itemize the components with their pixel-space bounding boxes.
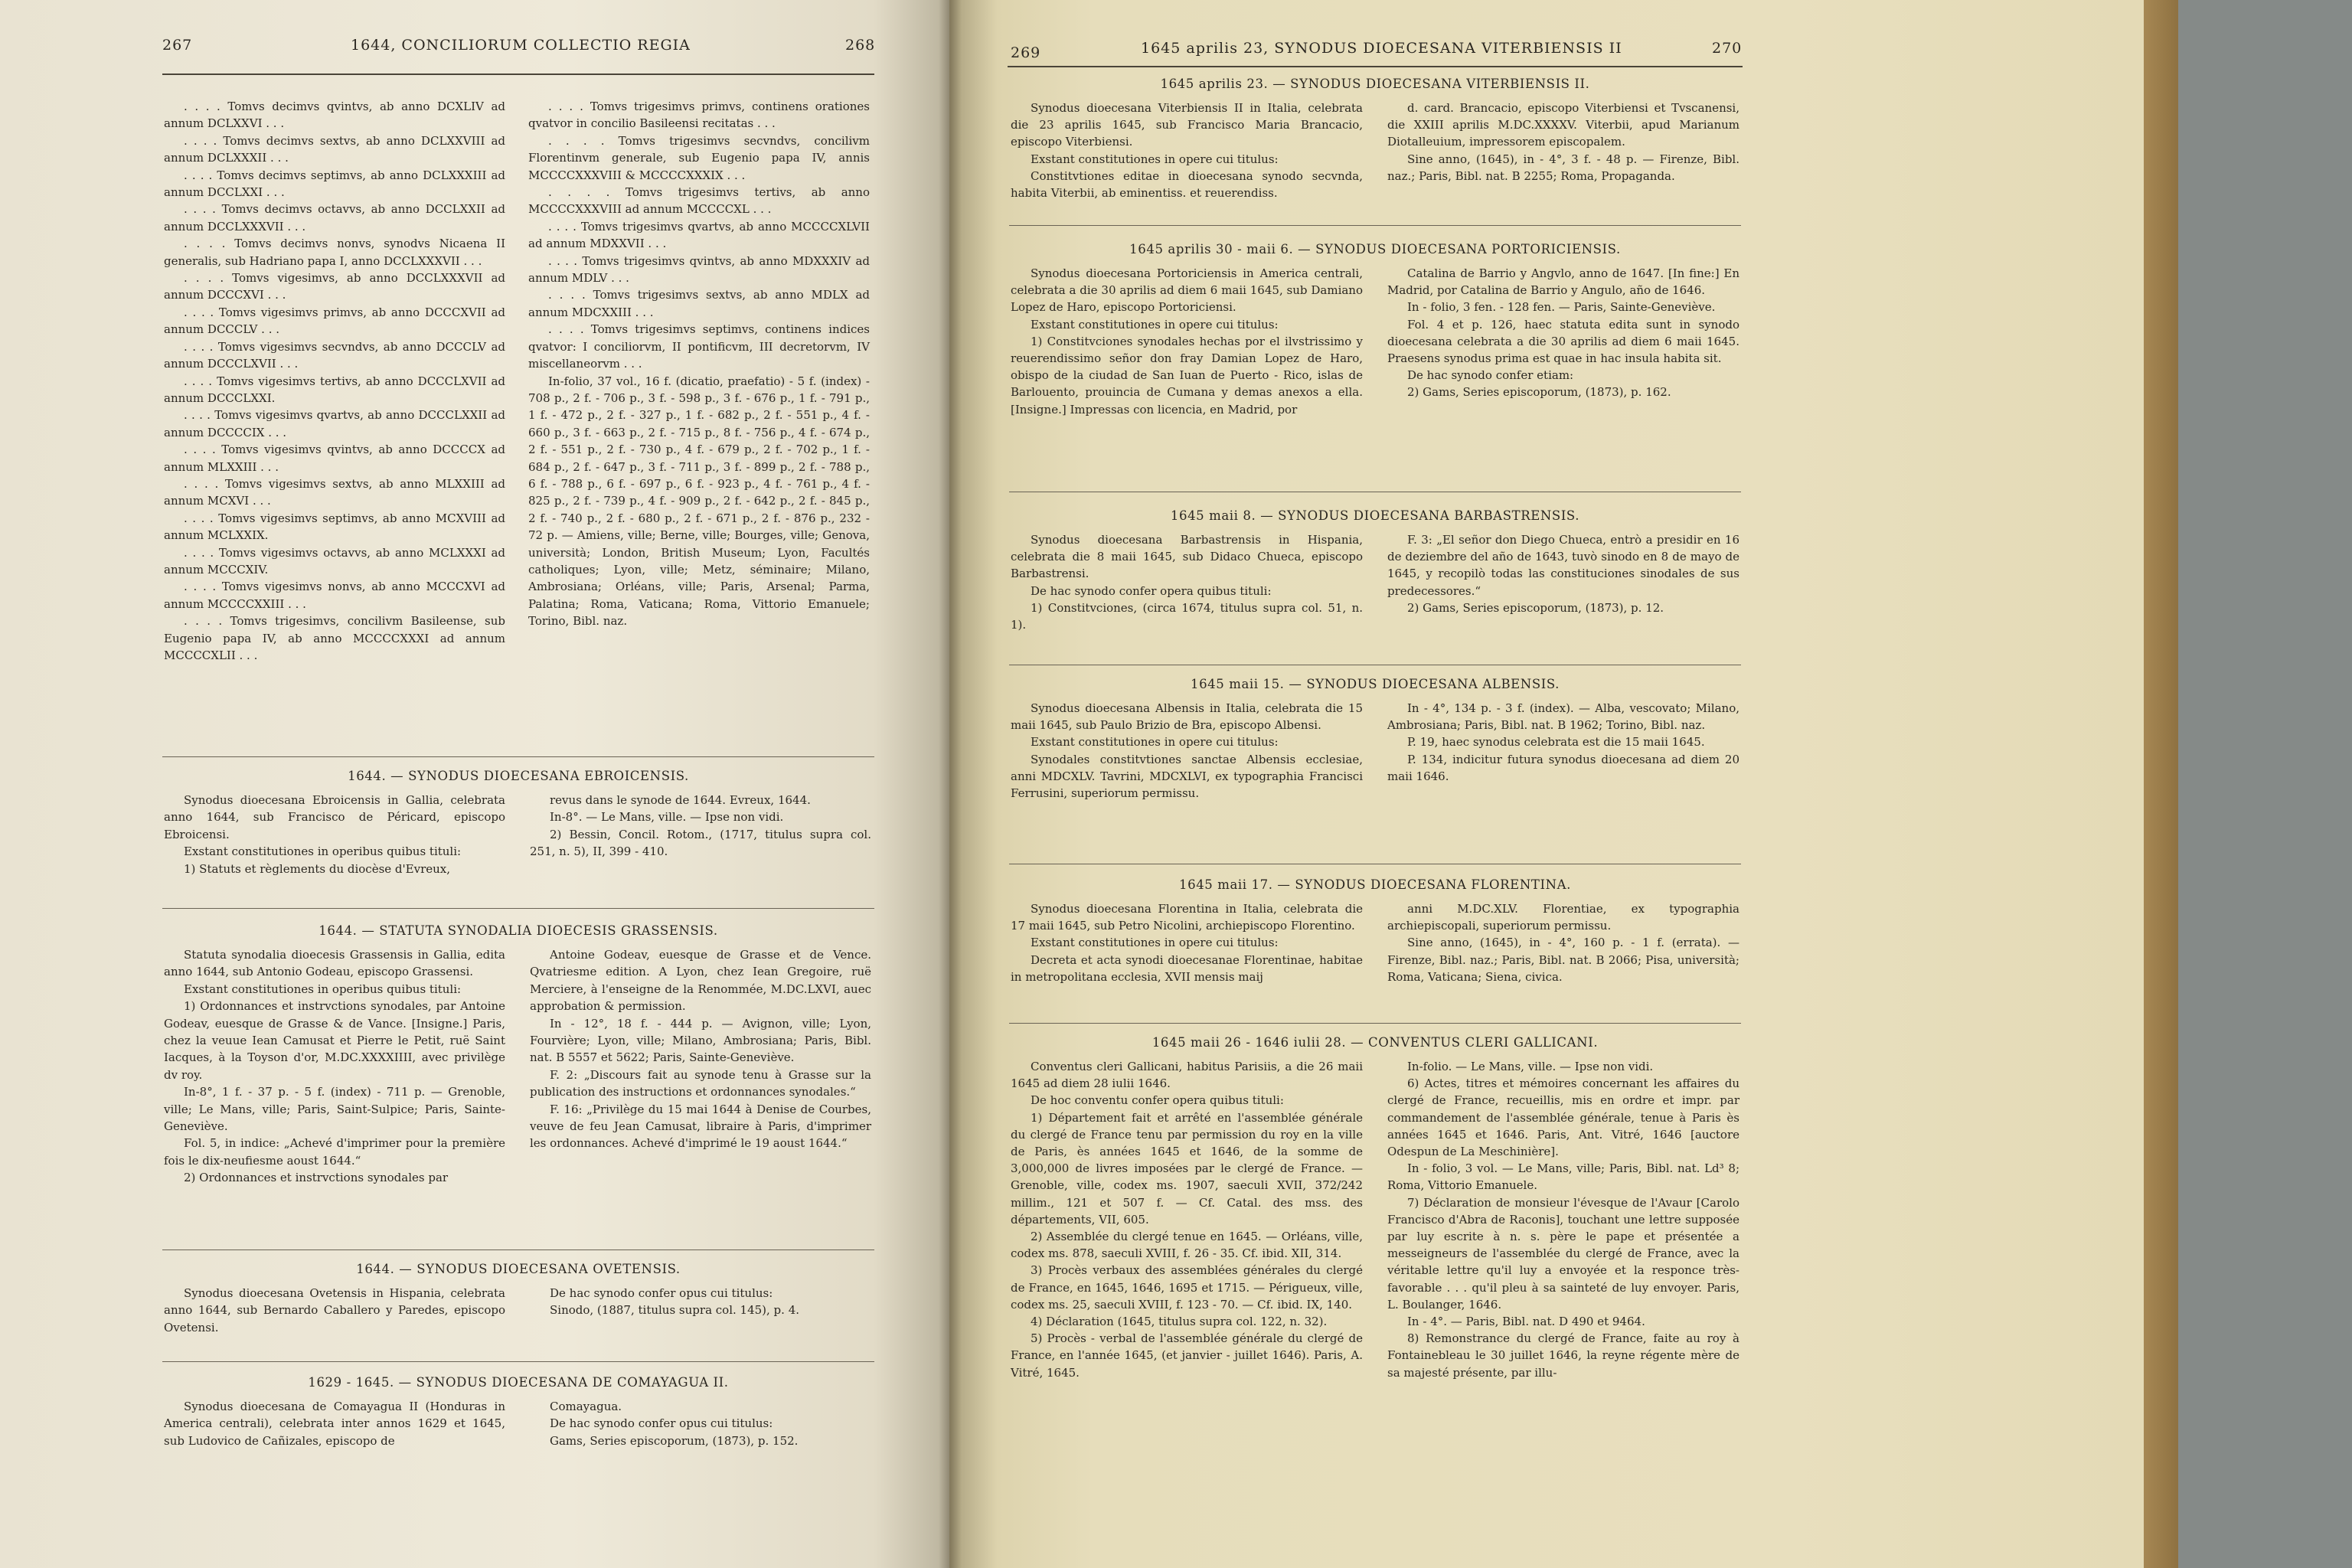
section-column-left <box>1011 1058 1363 1381</box>
paragraph: Antoine Godeav, euesque de Grasse et de Vence. Qvatriesme edition. A Lyon, chez Iean Gregoire, ruë Merciere, à l'enseigne de la Renommée, M.DC.LXVI, auec approbation & permission. <box>530 948 871 1014</box>
paragraph: d. card. Brancacio, episcopo Viterbiensi et Tvscanensi, die XXIII aprilis M.DC.XXXXV. Viterbii, apud Marianum Diotalleuium, impressorem episcopalem. <box>1387 101 1740 149</box>
section-title: 1645 aprilis 23. — SYNODUS DIOECESANA VITERBIENSIS II. <box>1160 77 1590 91</box>
section-column-left <box>1011 900 1363 985</box>
paragraph: 4) Déclaration (1645, titulus supra col. 122, n. 32). <box>1031 1315 1328 1329</box>
section-column-right <box>530 1398 871 1449</box>
paragraph: . . . . Tomvs decimvs septimvs, ab anno DCLXXXIII ad annum DCCLXXI . . . <box>164 168 505 200</box>
paragraph: De hac synodo confer opus cui titulus: <box>550 1286 773 1300</box>
section-column-right <box>530 946 871 1152</box>
paragraph: Synodus dioecesana de Comayagua II (Honduras in America centrali), celebrata inter annos 1629 et 1645, sub Ludovico de Cañizales, episcopo de <box>164 1400 505 1448</box>
paragraph: 3) Procès verbaux des assemblées générales du clergé de France, en 1645, 1646, 1695 et 1715. — Périgueux, ville, codex ms. 25, saeculi XVIII, f. 123 - 70. — Cf. ibid. IX, 140. <box>1011 1263 1363 1312</box>
paragraph: 2) Gams, Series episcoporum, (1873), p. 12. <box>1407 600 1664 615</box>
paragraph: . . . . Tomvs vigesimvs qvartvs, ab anno DCCCLXXII ad annum DCCCCIX . . . <box>164 408 505 439</box>
section-title: 1645 aprilis 30 - maii 6. — SYNODUS DIOECESANA PORTORICIENSIS. <box>1129 242 1621 256</box>
paragraph: In-folio, 37 vol., 16 f. (dicatio, praefatio) - 5 f. (index) - 708 p., 2 f. - 706 p., 3 f. - 598 p., 3 f. - 676 p., 1 f. - 791 p., 1 f. - 472 p., 2 f. - 327 p., 1 f. - 682 p., 2 f. - 551 p., 4 f. - 660 p., 3 f. - 663 p., 2 f. - 715 p., 8 f. - 756 p., 4 f. - 674 p., 2 f. - 551 p., 2 f. - 730 p., 4 f. - 679 p., 2 f. - 702 p., 1 f. - 684 p., 2 f. - 647 p., 3 f. - 711 p., 3 f. - 899 p., 2 f. - 788 p., 6 f. - 788 p., 6 f. - 697 p., 6 f. - 923 p., 4 f. - 761 p., 4 f. - 825 p., 2 f. - 739 p., 4 f. - 909 p., 2 f. - 642 p., 2 f. - 845 p., 2 f. - 740 p., 2 f. - 680 p., 2 f. - 671 p., 2 f. - 876 p., 232 - 72 p. — Amiens, ville; Berne, ville; Bourges, ville; Genova, università; London, British Museum; Lyon, Facultés catholiques; Lyon, ville; Metz, séminaire; Milano, Ambrosiana; Orléans, ville; Paris, Arsenal; Parma, Palatina; Roma, Vaticana; Roma, Vittorio Emanuele; Torino, Bibl. naz. <box>528 374 870 629</box>
paragraph: . . . . Tomvs vigesimvs nonvs, ab anno MCCCXVI ad annum MCCCCXXIII . . . <box>164 580 505 611</box>
paragraph: 8) Remonstrance du clergé de France, faite au roy à Fontainebleau le 30 juillet 1646, la reyne régente mère de sa majesté présente, par illu- <box>1387 1331 1740 1380</box>
section-column-left <box>164 946 505 1187</box>
section-divider <box>162 1361 874 1362</box>
section-column-right <box>1387 900 1740 985</box>
section-column-left <box>164 792 505 877</box>
paragraph: . . . . Tomvs trigesimvs qvintvs, ab anno MDXXXIV ad annum MDLV . . . <box>528 253 870 286</box>
paragraph: revus dans le synode de 1644. Evreux, 1644. <box>550 793 811 807</box>
paragraph: Sine anno, (1645), in - 4°, 3 f. - 48 p. — Firenze, Bibl. naz.; Paris, Bibl. nat. B 2255; Roma, Propaganda. <box>1387 152 1740 183</box>
section-divider <box>1009 225 1741 226</box>
section-column-right <box>1387 531 1740 616</box>
section-column-right <box>1387 265 1740 401</box>
paragraph: . . . . Tomvs vigesimvs septimvs, ab anno MCXVIII ad annum MCLXXIX. <box>164 511 505 543</box>
section-column-left <box>1011 265 1363 418</box>
paragraph: . . . . Tomvs trigesimvs, concilivm Basileense, sub Eugenio papa IV, ab anno MCCCCXXXI ad annum MCCCCXLII . . . <box>164 614 505 662</box>
paragraph: . . . . Tomvs vigesimvs tertivs, ab anno DCCCLXVII ad annum DCCCLXXI. <box>164 374 505 405</box>
paragraph: Synodus dioecesana Albensis in Italia, celebrata die 15 maii 1645, sub Paulo Brizio de Bra, episcopo Albensi. <box>1011 701 1363 733</box>
paragraph: . . . . Tomvs decimvs qvintvs, ab anno DCXLIV ad annum DCLXXVI . . . <box>164 100 505 131</box>
book-gutter <box>939 0 962 1568</box>
paragraph: Fol. 4 et p. 126, haec statuta edita sunt in synodo dioecesana celebrata a die 30 aprilis ad diem 6 maii 1645. Praesens synodus prima est quae in hac insula habita sit. <box>1387 317 1740 366</box>
header-rule <box>162 74 874 75</box>
paragraph: Synodus dioecesana Ebroicensis in Gallia, celebrata anno 1644, sub Francisco de Péricard, episcopo Ebroicensi. <box>164 793 505 841</box>
paragraph: Fol. 5, in indice: „Achevé d'imprimer pour la première fois le dix-neufiesme aoust 1644.“ <box>164 1136 505 1168</box>
paragraph: P. 19, haec synodus celebrata est die 15 maii 1645. <box>1407 735 1705 750</box>
paragraph: Exstant constitutiones in opere cui titulus: <box>1031 317 1279 332</box>
paragraph: In - 12°, 18 f. - 444 p. — Avignon, ville; Lyon, Fourvière; Lyon, ville; Milano, Ambrosiana; Paris, Bibl. nat. B 5557 et 5622; Paris, Sainte-Geneviève. <box>530 1016 871 1065</box>
section-title: 1644. — SYNODUS DIOECESANA EBROICENSIS. <box>348 769 689 783</box>
paragraph: Constitvtiones editae in dioecesana synodo secvnda, habita Viterbii, ab eminentiss. et reuerendiss. <box>1011 168 1363 201</box>
paragraph: . . . . Tomvs trigesimvs septimvs, continens indices qvatvor: I conciliorvm, II pontificvm, III decretorvm, IV miscellaneorvm . . . <box>528 322 870 371</box>
text-column-right <box>528 98 870 630</box>
paragraph: De hac synodo confer etiam: <box>1407 368 1574 383</box>
page-number-268: 268 <box>845 37 876 54</box>
paragraph: Exstant constitutiones in operibus quibus tituli: <box>184 982 462 996</box>
paragraph: Gams, Series episcoporum, (1873), p. 152. <box>550 1433 799 1448</box>
paragraph: Comayagua. <box>550 1400 622 1413</box>
paragraph: In - folio, 3 fen. - 128 fen. — Paris, Sainte-Geneviève. <box>1407 300 1716 315</box>
paragraph: . . . . Tomvs trigesimvs tertivs, ab anno MCCCCXXXVIII ad annum MCCCCXL . . . <box>528 185 870 217</box>
paragraph: Conventus cleri Gallicani, habitus Parisiis, a die 26 maii 1645 ad diem 28 iulii 1646. <box>1011 1060 1363 1091</box>
section-title: 1629 - 1645. — SYNODUS DIOECESANA DE COMAYAGUA II. <box>308 1375 729 1390</box>
section-column-right <box>1387 700 1740 785</box>
paragraph: In - 4°, 134 p. - 3 f. (index). — Alba, vescovato; Milano, Ambrosiana; Paris, Bibl. nat. B 1962; Torino, Bibl. naz. <box>1387 701 1740 733</box>
paragraph: Synodus dioecesana Viterbiensis II in Italia, celebrata die 23 aprilis 1645, sub Francisco Maria Brancacio, episcopo Viterbiensi. <box>1011 101 1363 149</box>
section-column-right <box>530 1285 871 1319</box>
section-column-left <box>1011 531 1363 633</box>
paragraph: F. 3: „El señor don Diego Chueca, entrò a presidir en 16 de deziembre del año de 1643, tuvò sinodo en 8 de mayo de 1645, y recopilò todas las constituciones sinodales de sus predecessores.“ <box>1387 533 1740 598</box>
paragraph: 7) Déclaration de monsieur l'évesque de l'Avaur [Carolo Francisco d'Abra de Raconis], touchant une lettre supposée par luy escrite à n. s. père le pape et présentée a messeigneurs de l'assemblée du clergé de France, avec la véritable lettre qu'il luy a envoyée et la responce très-favorable . . . qu'il pleu à sa sainteté de luy envoyer. Paris, L. Boulanger, 1646. <box>1387 1195 1740 1312</box>
running-title: 1644, CONCILIORUM COLLECTIO REGIA <box>351 37 691 54</box>
paragraph: Synodales constitvtiones sanctae Albensis ecclesiae, anni MDCXLV. Tavrini, MDCXLVI, ex typographia Francisci Ferrusini, superiorum permissu. <box>1011 752 1363 801</box>
paragraph: 1) Constitvciones, (circa 1674, titulus supra col. 51, n. 1). <box>1011 600 1363 632</box>
paragraph: . . . . Tomvs vigesimvs qvintvs, ab anno DCCCCX ad annum MLXXIII . . . <box>164 443 505 474</box>
section-column-left <box>1011 700 1363 802</box>
paragraph: 1) Statuts et règlements du diocèse d'Evreux, <box>184 861 451 876</box>
page-number-270: 270 <box>1712 40 1743 57</box>
paragraph: . . . . Tomvs decimvs nonvs, synodvs Nicaena II generalis, sub Hadriano papa I, anno DCCLXXXVII . . . <box>164 237 505 268</box>
section-column-left <box>164 1398 505 1449</box>
section-divider <box>1009 1023 1741 1024</box>
section-title: 1644. — SYNODUS DIOECESANA OVETENSIS. <box>356 1262 681 1276</box>
section-title: 1645 maii 15. — SYNODUS DIOECESANA ALBENSIS. <box>1190 677 1560 691</box>
paragraph: . . . . Tomvs vigesimvs octavvs, ab anno MCLXXXI ad annum MCCCXIV. <box>164 545 505 577</box>
header-rule <box>1008 66 1743 67</box>
paragraph: In-8°, 1 f. - 37 p. - 5 f. (index) - 711 p. — Grenoble, ville; Le Mans, ville; Paris, Saint-Sulpice; Paris, Sainte-Geneviève. <box>164 1085 505 1134</box>
paragraph: De hoc conventu confer opera quibus tituli: <box>1031 1093 1284 1108</box>
paragraph: In - 4°. — Paris, Bibl. nat. D 490 et 9464. <box>1407 1315 1645 1329</box>
page-number-267: 267 <box>162 37 193 54</box>
section-column-left <box>164 1285 505 1336</box>
paragraph: . . . . Tomvs decimvs octavvs, ab anno DCCLXXII ad annum DCCLXXXVII . . . <box>164 202 505 234</box>
paragraph: . . . . Tomvs vigesimvs sextvs, ab anno MLXXIII ad annum MCXVI . . . <box>164 476 505 508</box>
left-page <box>0 0 949 1568</box>
paragraph: 1) Département fait et arrêté en l'assemblée générale du clergé de France tenu par permission du roy en la ville de Paris, ès années 1645 et 1646, de la somme de 3,000,000 de livres imposées par le clergé de France. — Grenoble, ville, codex ms. 1907, saeculi XVII, 372/242 millim., 121 et 507 f. — Cf. Catal. des mss. des départements, VII, 605. <box>1011 1110 1363 1227</box>
paragraph: In-8°. — Le Mans, ville. — Ipse non vidi. <box>550 810 784 825</box>
section-title: 1645 maii 17. — SYNODUS DIOECESANA FLORENTINA. <box>1179 877 1571 892</box>
section-column-right <box>1387 100 1740 185</box>
paragraph: . . . . Tomvs vigesimvs secvndvs, ab anno DCCCLV ad annum DCCCLXVII . . . <box>164 339 505 371</box>
paragraph: Sinodo, (1887, titulus supra col. 145), p. 4. <box>550 1303 800 1318</box>
paragraph: 1) Ordonnances et instrvctions synodales, par Antoine Godeav, euesque de Grasse & de Vance. [Insigne.] Paris, chez la veuue Iean Camusat et Pierre le Petit, ruë Saint Iacques, à la Toyson d'or, M.DC.XXXXIIII, avec privilège dv roy. <box>164 999 505 1082</box>
running-title: 1645 aprilis 23, SYNODUS DIOECESANA VITERBIENSIS II <box>1141 40 1622 57</box>
right-page <box>949 0 2144 1568</box>
page-number-269: 269 <box>1011 44 1041 61</box>
section-title: 1645 maii 8. — SYNODUS DIOECESANA BARBASTRENSIS. <box>1170 508 1580 523</box>
paragraph: De hac synodo confer opera quibus tituli: <box>1031 583 1272 598</box>
paragraph: F. 2: „Discours fait au synode tenu à Grasse sur la publication des instructions et ordonnances synodales.“ <box>530 1067 871 1099</box>
section-column-right <box>1387 1058 1740 1381</box>
paragraph: 6) Actes, titres et mémoires concernant les affaires du clergé de France, recueillis, mis en ordre et impr. par commandement de l'assemblée générale, tenue à Paris ès années 1645 et 1646. Paris, Ant. Vitré, 1646 [auctore Odespun de La Meschinière]. <box>1387 1076 1740 1159</box>
text-column-left <box>164 98 505 664</box>
paragraph: 2) Ordonnances et instrvctions synodales par <box>184 1171 449 1185</box>
paragraph: Decreta et acta synodi dioecesanae Florentinae, habitae in metropolitana ecclesia, XVII mensis maij <box>1011 952 1363 984</box>
paragraph: Exstant constitutiones in opere cui titulus: <box>1031 735 1279 750</box>
paragraph: 1) Constitvciones synodales hechas por el ilvstrissimo y reuerendissimo señor don fray Damian Lopez de Haro, obispo de la ciudad de San Iuan de Puerto - Rico, islas de Barlouento, prouincia de Cumana y demas anexos a ella. [Insigne.] Impressas con licencia, en Madrid, por <box>1011 334 1363 416</box>
section-divider <box>162 908 874 909</box>
paragraph: . . . . Tomvs vigesimvs primvs, ab anno DCCCXVII ad annum DCCCLV . . . <box>164 305 505 337</box>
section-divider <box>162 756 874 757</box>
paragraph: In-folio. — Le Mans, ville. — Ipse non vidi. <box>1407 1060 1654 1073</box>
paragraph: P. 134, indicitur futura synodus dioecesana ad diem 20 maii 1646. <box>1387 752 1740 783</box>
paragraph: . . . . Tomvs trigesimvs qvartvs, ab anno MCCCCXLVII ad annum MDXXVII . . . <box>528 219 870 251</box>
paragraph: 5) Procès - verbal de l'assemblée générale du clergé de France, en l'année 1645, (et janvier - juillet 1646). Paris, A. Vitré, 1645. <box>1011 1331 1363 1380</box>
background-surface <box>2178 0 2352 1568</box>
paragraph: Exstant constitutiones in operibus quibus tituli: <box>184 844 462 859</box>
paragraph: Statuta synodalia dioecesis Grassensis in Gallia, edita anno 1644, sub Antonio Godeau, episcopo Grassensi. <box>164 948 505 979</box>
section-column-left <box>1011 100 1363 201</box>
section-title: 1645 maii 26 - 1646 iulii 28. — CONVENTUS CLERI GALLICANI. <box>1152 1035 1599 1050</box>
paragraph: . . . . Tomvs trigesimvs sextvs, ab anno MDLX ad annum MDCXXIII . . . <box>528 288 870 319</box>
paragraph: anni M.DC.XLV. Florentiae, ex typographia archiepiscopali, superiorum permissu. <box>1387 902 1740 933</box>
paragraph: . . . . Tomvs trigesimvs primvs, continens orationes qvatvor in concilio Basileensi recitatas . . . <box>528 100 870 131</box>
paragraph: 2) Assemblée du clergé tenue en 1645. — Orléans, ville, codex ms. 878, saeculi XVIII, f. 26 - 35. Cf. ibid. XII, 314. <box>1011 1230 1363 1261</box>
paragraph: Exstant constitutiones in opere cui titulus: <box>1031 936 1279 950</box>
paragraph: . . . . Tomvs vigesimvs, ab anno DCCLXXXVII ad annum DCCCXVI . . . <box>164 271 505 302</box>
paragraph: Synodus dioecesana Florentina in Italia, celebrata die 17 maii 1645, sub Petro Nicolini, archiepiscopo Florentino. <box>1011 902 1363 933</box>
paragraph: 2) Gams, Series episcoporum, (1873), p. 162. <box>1407 385 1671 400</box>
paragraph: Catalina de Barrio y Angvlo, anno de 1647. [In fine:] En Madrid, por Catalina de Barrio y Angulo, año de 1646. <box>1387 266 1740 298</box>
paragraph: . . . . Tomvs decimvs sextvs, ab anno DCLXXVIII ad annum DCLXXXII . . . <box>164 133 505 165</box>
paragraph: Synodus dioecesana Barbastrensis in Hispania, celebrata die 8 maii 1645, sub Didaco Chueca, episcopo Barbastrensi. <box>1011 533 1363 581</box>
paragraph: Synodus dioecesana Ovetensis in Hispania, celebrata anno 1644, sub Bernardo Caballero y Paredes, episcopo Ovetensi. <box>164 1286 505 1334</box>
section-column-right <box>530 792 871 861</box>
paragraph: F. 16: „Privilège du 15 mai 1644 à Denise de Courbes, veuve de feu Jean Camusat, libraire à Paris, d'imprimer les ordonnances. Achevé d'imprimé le 19 aoust 1644.“ <box>530 1102 871 1151</box>
paragraph: In - folio, 3 vol. — Le Mans, ville; Paris, Bibl. nat. Ld³ 8; Roma, Vittorio Emanuele. <box>1387 1161 1740 1193</box>
paragraph: De hac synodo confer opus cui titulus: <box>550 1416 773 1431</box>
paragraph: 2) Bessin, Concil. Rotom., (1717, titulus supra col. 251, n. 5), II, 399 - 410. <box>530 827 871 859</box>
paragraph: Exstant constitutiones in opere cui titulus: <box>1031 152 1279 166</box>
paragraph: Synodus dioecesana Portoriciensis in America centrali, celebrata a die 30 aprilis ad diem 6 maii 1645, sub Damiano Lopez de Haro, episcopo Portoriciensi. <box>1011 266 1363 315</box>
paragraph: . . . . Tomvs trigesimvs secvndvs, concilivm Florentinvm generale, sub Eugenio papa IV, annis MCCCCXXXVIII & MCCCCXXXIX . . . <box>528 133 870 182</box>
paragraph: Sine anno, (1645), in - 4°, 160 p. - 1 f. (errata). — Firenze, Bibl. naz.; Paris, Bibl. nat. B 2066; Pisa, università; Roma, Vaticana; Siena, civica. <box>1387 936 1740 984</box>
section-title: 1644. — STATUTA SYNODALIA DIOECESIS GRASSENSIS. <box>318 923 718 938</box>
